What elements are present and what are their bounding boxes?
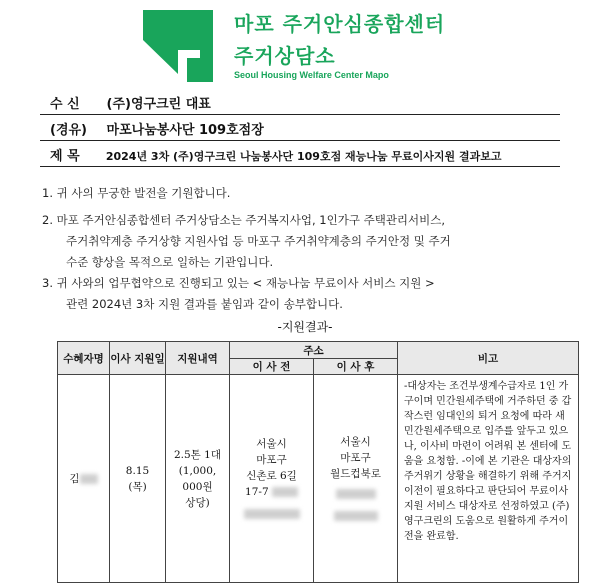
redacted-mark <box>336 489 376 499</box>
divider <box>40 140 560 141</box>
header-name: 수혜자명 <box>58 342 110 375</box>
redacted-mark <box>272 487 298 497</box>
redacted-mark <box>80 474 98 484</box>
address-line: 마포구 <box>340 451 371 464</box>
org-english-name: Seoul Housing Welfare Center Mapo <box>234 70 389 80</box>
detail-line: 상당) <box>185 496 210 509</box>
via-label: (경유) <box>50 123 87 138</box>
cell-after-address <box>314 375 398 583</box>
recipient-name: 김 <box>69 472 80 485</box>
cell-detail <box>166 375 230 583</box>
paragraph-1: 1. 귀 사의 무궁한 발전을 기원합니다. <box>42 186 231 200</box>
header-date: 이사 지원일 <box>110 342 166 375</box>
divider <box>40 166 560 167</box>
divider <box>40 114 560 115</box>
cell-note: -대상자는 조건부생계수급자로 1인 가구이며 민간원세주택에 거주하던 중 갑작스런 임대인의 퇴거 요청에 따라 새 민간원세주택으로 입주를 앞두고 있으나, 이사비 마련이 어려워 본 센터에 도움을 요청함. -이에 본 기관은 대상자의 주거위기 상황을 해결하기 위해 주거지 이전이 필요하다고 판단되어 무료이사 지원 서비스 대상자로 선정하였고 (주)영구크린의 도움으로 원활하게 주거이전을 완료함. <box>398 375 579 583</box>
header-note: 비고 <box>398 342 579 375</box>
address-line: 서울시 <box>256 437 287 450</box>
subject-label: 제 목 <box>50 149 80 164</box>
address-line: 월드컵북로 <box>330 467 381 480</box>
header-detail: 지원내역 <box>166 342 230 375</box>
org-name: 마포 주거안심종합센터 <box>234 12 446 36</box>
recipient-label: 수 신 <box>50 97 80 112</box>
move-day: (목) <box>128 480 147 493</box>
paragraph-2-line: 수준 향상을 목적으로 일하는 기관입니다. <box>66 255 274 269</box>
cell-name <box>58 375 110 583</box>
detail-line: 2.5톤 1대 <box>173 448 221 461</box>
address-line: 신촌로 6길 <box>246 469 297 482</box>
header-address: 주소 <box>230 342 398 359</box>
redacted-line <box>314 486 397 502</box>
move-date: 8.15 <box>125 464 150 477</box>
subject-line <box>50 145 501 164</box>
paragraph-3 <box>42 273 435 315</box>
result-table <box>57 341 579 583</box>
redacted-line <box>314 508 397 524</box>
redacted-mark <box>244 509 300 519</box>
paragraph-2-line: 주거취약계층 주거상향 지원사업 등 마포구 주거취약계층의 주거안정 및 주거 <box>66 234 451 248</box>
via-line <box>50 119 264 138</box>
paragraph-3-line: 3. 귀 사와의 업무협약으로 진행되고 있는 < 재능나눔 무료이사 서비스 지원 > <box>42 276 435 290</box>
subject-value: 2024년 3차 (주)영구크린 나눔봉사단 109호점 재능나눔 무료이사지원 결과보고 <box>105 150 502 163</box>
header-before: 이 사 전 <box>230 359 314 375</box>
detail-line: 000원 <box>182 480 213 493</box>
address-line: 마포구 <box>256 453 287 466</box>
redacted-line <box>230 506 313 522</box>
via-value: 마포나눔봉사단 109호점장 <box>106 123 264 138</box>
cell-date <box>110 375 166 583</box>
address-line <box>230 484 313 500</box>
paragraph-3-line: 관련 2024년 3차 지원 결과를 붙임과 같이 송부합니다. <box>66 297 343 311</box>
center-logo-icon <box>143 10 213 82</box>
detail-line: (1,000, <box>178 464 217 477</box>
recipient-value: (주)영구크린 대표 <box>106 97 211 112</box>
address-number: 17-7 <box>245 485 269 498</box>
paragraph-2-line: 2. 마포 주거안심종합센터 주거상담소는 주거복지사업, 1인가구 주택관리서비스, <box>42 213 446 227</box>
redacted-mark <box>334 511 378 521</box>
header-after: 이 사 후 <box>314 359 398 375</box>
paragraph-2 <box>42 210 451 273</box>
cell-before-address <box>230 375 314 583</box>
address-line: 서울시 <box>340 435 371 448</box>
org-subname: 주거상담소 <box>234 44 336 68</box>
recipient-line <box>50 93 211 112</box>
result-title: -지원결과- <box>277 320 333 334</box>
